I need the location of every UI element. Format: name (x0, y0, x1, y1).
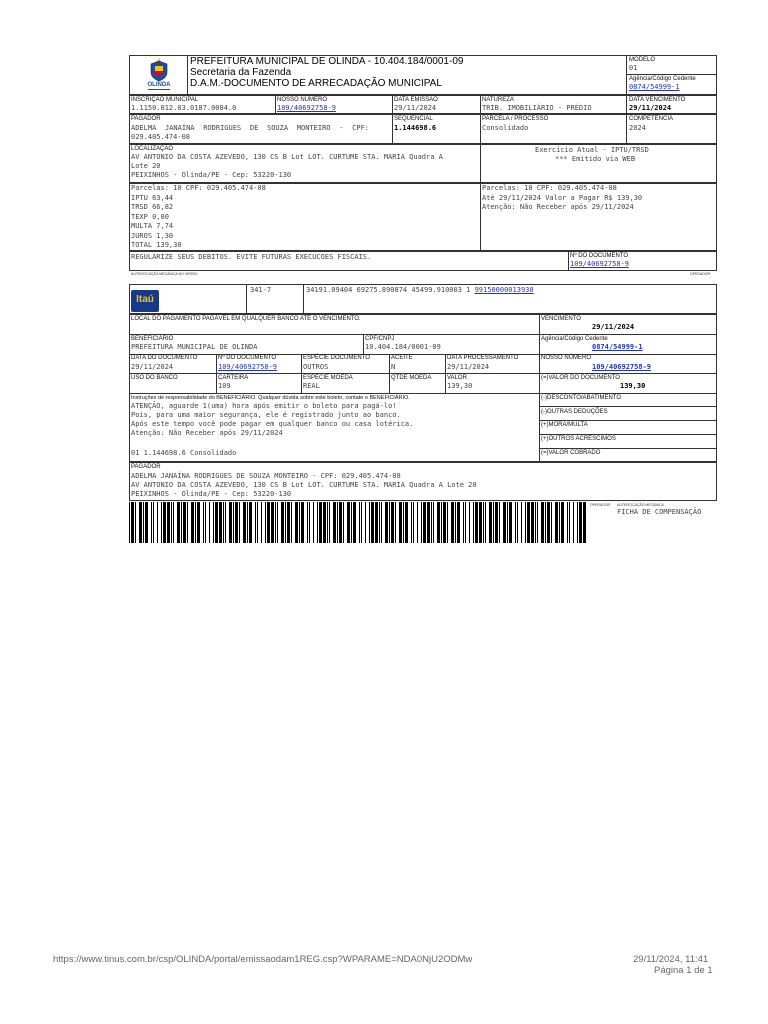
barcode-bar (527, 502, 530, 543)
local-pagamento-label: LOCAL DO PAGAMENTO PAGÁVEL EM QUALQUER BANCO ATÉ O VENCIMENTO. (131, 316, 361, 322)
barcode-bar (271, 502, 274, 543)
barcode-bar (559, 502, 560, 543)
especie-moeda-label: ESPÉCIE MOEDA (303, 375, 353, 381)
valor-label: VALOR (447, 375, 467, 381)
operador-label: OPERADOR (690, 272, 711, 276)
agencia-link[interactable]: 0874/54999-1 (629, 83, 680, 91)
barcode-bar (135, 502, 136, 543)
desconto-label: (-)DESCONTO/ABATIMENTO (541, 395, 622, 401)
beneficiario-value: PREFEITURA MUNICIPAL DE OLINDA (131, 343, 258, 351)
barcode-bar (243, 502, 246, 543)
divider (480, 144, 481, 183)
aceite-label: ACEITE (391, 355, 413, 361)
divider (480, 114, 481, 144)
barcode-bar (343, 502, 344, 543)
barcode-bar (541, 502, 544, 543)
itau-logo-text: Itaú (136, 294, 154, 305)
footer-page: Página 1 de 1 (654, 965, 713, 976)
barcode-bar (473, 502, 474, 543)
boleto-pagador-label: PAGADOR (131, 464, 161, 470)
barcode-bar (423, 502, 426, 543)
barcode-bar (547, 502, 550, 543)
barcode-bar (375, 502, 378, 543)
instrucao-line-3: Após este tempo você pode pagar em qualquer banco ou casa lotérica. (131, 420, 414, 428)
especie-moeda-value: REAL (303, 382, 320, 390)
valor-documento-label: (=)VALOR DO DOCUMENTO (541, 375, 620, 381)
barcode-bar (161, 502, 162, 543)
deducoes-label: (-)OUTRAS DEDUÇÕES (541, 409, 608, 415)
barcode-bar (433, 502, 434, 543)
barcode-bar (287, 502, 290, 543)
instrucao-line-4: Atenção: Não Receber após 29/11/2024 (131, 429, 283, 437)
barcode-bar (567, 502, 568, 543)
divider (539, 434, 717, 435)
boleto-pagador-line2: AV ANTONIO DA COSTA AZEVEDO, 130 CS B Lot LOT. CURTUME STA. MARIA Quadra A Lote 20 (131, 481, 477, 489)
barcode-bar (327, 502, 328, 543)
barcode-bar (353, 502, 356, 543)
barcode-bar (197, 502, 200, 543)
barcode-bar (213, 502, 214, 543)
barcode-bar (427, 502, 430, 543)
localizacao-line1: AV ANTONIO DA COSTA AZEVEDO, 130 CS B Lot LOT. CURTUME STA. MARIA Quadra A (131, 153, 443, 161)
barcode-bar (509, 502, 512, 543)
boleto-operador-label: OPERADOR (590, 503, 611, 507)
barcode-bar (151, 502, 152, 543)
mora-label: (+)MORA/MULTA (541, 422, 588, 428)
barcode-bar (483, 502, 484, 543)
divider (129, 373, 717, 374)
agencia-cedente-link[interactable]: 0874/54999-1 (592, 343, 643, 351)
barcode-bar (295, 502, 298, 543)
barcode-bar (359, 502, 360, 543)
linha-digitavel (306, 286, 534, 295)
barcode-bar (257, 502, 258, 543)
divider (301, 354, 302, 393)
boleto-auth-label: AUTENTICAÇÃO MECÂNICA (617, 503, 664, 507)
divider (275, 95, 276, 114)
barcode-bar (381, 502, 382, 543)
detail-parcelas: Parcelas: 10 CPF: 029.405.474-08 (131, 184, 266, 192)
uso-banco-label: USO DO BANCO (131, 375, 178, 381)
barcode-bar (223, 502, 224, 543)
barcode-bar (307, 502, 308, 543)
barcode-bar (177, 502, 180, 543)
divider (480, 95, 481, 114)
nosso-numero-link[interactable]: 109/40692758-9 (277, 104, 337, 112)
barcode-bar (531, 502, 534, 543)
barcode-bar (339, 502, 342, 543)
barcode-bar (537, 502, 538, 543)
data-documento-label: DATA DO DOCUMENTO (131, 355, 198, 361)
barcode-bar (317, 502, 318, 543)
instrucoes-label: Instruções de responsabilidade do BENEFICIÁRIO. Qualquer dúvida sobre este boleto, contate o BENEFICIÁRIO. (131, 395, 410, 401)
barcode-bar (443, 502, 446, 543)
divider (480, 183, 481, 251)
barcode-bar (163, 502, 166, 543)
data-emissao-value: 29/11/2024 (394, 104, 437, 112)
auth-verso-label: AUTENTICAÇÃO MECÂNICA NO VERSO (131, 272, 198, 276)
barcode-bar (319, 502, 322, 543)
natureza-label: NATUREZA (482, 97, 514, 103)
barcode (129, 502, 589, 543)
barcode-bar (451, 502, 454, 543)
divider (392, 95, 393, 114)
divider (539, 448, 717, 449)
barcode-bar (441, 502, 442, 543)
detail-right-atencao: Atenção: Não Receber após 29/11/2024 (482, 203, 634, 211)
logo-subtext (148, 89, 170, 90)
barcode-bar (431, 502, 432, 543)
barcode-bar (405, 502, 408, 543)
barcode-bar (131, 502, 134, 543)
barcode-bar (333, 502, 336, 543)
barcode-bar (495, 502, 498, 543)
barcode-bar (479, 502, 482, 543)
logo-text: OLINDA (147, 82, 171, 88)
beneficiario-label: BENEFICIÁRIO (131, 336, 174, 342)
localizacao-line2: Lote 20 (131, 162, 161, 170)
inscricao-label: INSCRIÇÃO MUNICIPAL (131, 97, 199, 103)
instrucao-footer: 01 1.144698.6 Consolidado (131, 449, 237, 457)
barcode-bar (521, 502, 522, 543)
parcela-value: Consolidado (482, 124, 529, 132)
barcode-bar (299, 502, 300, 543)
sequencial-label: SEQUENCIAL (394, 116, 433, 122)
barcode-bar (457, 502, 460, 543)
barcode-bar (205, 502, 206, 543)
valor-documento-value: 139,30 (620, 382, 646, 390)
barcode-bar (195, 502, 196, 543)
divider (392, 114, 393, 144)
header-doc-title: D.A.M.-DOCUMENTO DE ARRECADAÇÃO MUNICIPAL (190, 78, 442, 89)
barcode-bar (579, 502, 582, 543)
barcode-bar (167, 502, 170, 543)
barcode-bar (157, 502, 158, 543)
barcode-bar (545, 502, 546, 543)
divider (626, 114, 627, 144)
localizacao-label: LOCALIZAÇÃO (131, 146, 174, 152)
aceite-value: N (391, 363, 396, 371)
pagador-name: ADELMA JANAÍNA RODRIGUES DE SOUZA MONTEIRO - CPF: (131, 124, 370, 132)
barcode-bar (379, 502, 380, 543)
barcode-bar (265, 502, 266, 543)
barcode-bar (503, 502, 506, 543)
barcode-bar (499, 502, 500, 543)
agencia-label: Agência/Código Cedente (629, 76, 696, 82)
modelo-label: MODELO (629, 57, 656, 63)
qtde-moeda-label: QTDE MOEDA (391, 375, 432, 381)
barcode-bar (347, 502, 350, 543)
divider (216, 354, 217, 393)
barcode-bar (215, 502, 218, 543)
exercicio-text: Exercício Atual - IPTU/TRSD (535, 146, 649, 154)
boleto-pagador-line1: ADELMA JANAÍNA RODRIGUES DE SOUZA MONTEIRO - CPF: 029.405.474-08 (131, 472, 401, 480)
doc-number-label: Nº DO DOCUMENTO (570, 253, 629, 259)
barcode-bar (437, 502, 440, 543)
barcode-bar (187, 502, 188, 543)
pagador-label: PAGADOR (131, 116, 161, 122)
barcode-bar (275, 502, 276, 543)
detail-juros: JUROS 1,30 (131, 231, 174, 240)
barcode-bar (421, 502, 422, 543)
barcode-bar (203, 502, 204, 543)
barcode-bar (385, 502, 388, 543)
instrucao-line-1: ATENÇÃO, aguarde 1(uma) hora após emitir o boleto para pagá-lo! (131, 402, 397, 410)
barcode-bar (485, 502, 486, 543)
data-vencimento-label: DATA VENCIMENTO (629, 97, 686, 103)
divider (187, 55, 188, 95)
barcode-bar (391, 502, 394, 543)
barcode-bar (219, 502, 222, 543)
divider (129, 393, 717, 394)
divider (363, 334, 364, 354)
barcode-bar (225, 502, 226, 543)
sequencial-value: 1.144698.6 (394, 124, 437, 132)
divider (539, 406, 717, 407)
barcode-bar (229, 502, 232, 543)
barcode-bar (313, 502, 314, 543)
barcode-bar (493, 502, 494, 543)
divider (626, 55, 627, 95)
carteira-value: 109 (218, 382, 231, 390)
data-emissao-label: DATA EMISSÃO (394, 97, 438, 103)
emitido-text: *** Emitido via WEB (555, 155, 636, 163)
divider (626, 74, 717, 75)
barcode-bar (561, 502, 564, 543)
divider (389, 354, 390, 393)
data-vencimento-value: 29/11/2024 (629, 104, 672, 112)
barcode-bar (249, 502, 252, 543)
barcode-bar (475, 502, 478, 543)
barcode-bar (235, 502, 238, 543)
barcode-bar (417, 502, 418, 543)
olinda-logo (144, 58, 174, 92)
valor-value: 139,30 (447, 382, 473, 390)
footer-url: https://www.tinus.com.br/csp/OLINDA/portal/emissaodam1REG.csp?WPARAME=NDA0NjU2ODMw (53, 954, 473, 965)
cnpj-label: CPF/CNPJ (365, 336, 395, 342)
vencimento-value: 29/11/2024 (592, 323, 635, 331)
detail-iptu: IPTU 63,44 (131, 193, 174, 202)
itau-logo (131, 290, 159, 312)
barcode-bar (369, 502, 370, 543)
vencimento-label: VENCIMENTO (541, 316, 581, 322)
barcode-bar (403, 502, 404, 543)
barcode-bar (173, 502, 174, 543)
barcode-bar (361, 502, 362, 543)
natureza-value: TRIB. IMOBILIÁRIO - PRÉDIO (482, 104, 592, 112)
barcode-bar (277, 502, 278, 543)
linha-digitavel-text: 34191.09404 69275.890874 45499.910003 1 (306, 286, 471, 294)
barcode-bar (191, 502, 194, 543)
instrucao-line-2: Pois, para uma maior segurança, ele é registrado junto ao banco. (131, 411, 401, 419)
boleto-nosso-numero-link[interactable]: 109/40692758-9 (592, 363, 652, 371)
linha-digitavel-link[interactable]: 99150000013930 (474, 286, 534, 294)
barcode-bar (507, 502, 508, 543)
barcode-bar (577, 502, 578, 543)
barcode-bar (569, 502, 570, 543)
divider (129, 334, 717, 335)
barcode-bar (255, 502, 256, 543)
modelo-value: 01 (629, 64, 638, 72)
valor-cobrado-label: (=)VALOR COBRADO (541, 450, 601, 456)
barcode-bar (239, 502, 240, 543)
barcode-bar (389, 502, 390, 543)
localizacao-line3: PEIXINHOS - Olinda/PE - Cep: 53220-130 (131, 171, 292, 179)
detail-right-valor: Até 29/11/2024 Valor a Pagar R$ 139,30 (482, 193, 643, 202)
barcode-bar (285, 502, 286, 543)
barcode-bar (489, 502, 492, 543)
barcode-bar (129, 502, 130, 543)
parcela-label: PARCELA / PROCESSO (482, 116, 549, 122)
data-processamento-value: 29/11/2024 (447, 363, 490, 371)
numero-documento-link[interactable]: 109/40692758-9 (218, 363, 278, 371)
divider (539, 314, 540, 462)
barcode-bar (181, 502, 182, 543)
pagador-cpf: 029.405.474-08 (131, 133, 191, 141)
barcode-bar (365, 502, 366, 543)
cnpj-value: 10.404.184/0001-09 (365, 343, 441, 351)
barcode-bar (261, 502, 262, 543)
barcode-bar (515, 502, 516, 543)
competencia-label: COMPETÊNCIA (629, 116, 674, 122)
detail-multa: MULTA 7,74 (131, 222, 174, 230)
barcode-bar (469, 502, 470, 543)
barcode-bar (139, 502, 142, 543)
bank-code: 341-7 (250, 286, 272, 294)
boleto-pagador-line3: PEIXINHOS - Olinda/PE - Cep: 53220-130 (131, 490, 292, 498)
detail-trsd: TRSD 66,82 (131, 203, 174, 211)
barcode-bar (323, 502, 326, 543)
barcode-bar (183, 502, 186, 543)
barcode-bar (447, 502, 448, 543)
header-title: PREFEITURA MUNICIPAL DE OLINDA - 10.404.184/0001-09 (190, 56, 464, 67)
agencia-cedente-label: Agência/Código Cedente (541, 336, 608, 342)
detail-total: TOTAL 139,30 (131, 241, 182, 249)
barcode-bar (583, 502, 586, 543)
barcode-bar (233, 502, 234, 543)
barcode-bar (411, 502, 412, 543)
boleto-nosso-numero-label: NOSSO NÚMERO (541, 355, 592, 361)
detail-right-parcelas: Parcelas: 10 CPF: 029.405.474-08 (482, 184, 617, 192)
barcode-bar (399, 502, 402, 543)
carteira-label: CARTEIRA (218, 375, 249, 381)
barcode-bar (267, 502, 270, 543)
competencia-value: 2024 (629, 124, 646, 132)
data-documento-value: 29/11/2024 (131, 363, 174, 371)
barcode-bar (351, 502, 352, 543)
divider (626, 95, 627, 114)
barcode-bar (551, 502, 552, 543)
barcode-bar (555, 502, 558, 543)
numero-documento-label: Nº DO DOCUMENTO (218, 355, 277, 361)
ficha-compensacao: FICHA DE COMPENSAÇÃO (617, 508, 702, 516)
barcode-bar (145, 502, 148, 543)
notice-text: REGULARIZE SEUS DEBITOS. EVITE FUTURAS EXECUCOES FISCAIS. (131, 253, 372, 261)
divider (539, 420, 717, 421)
divider (246, 284, 247, 314)
barcode-bar (463, 502, 464, 543)
barcode-bar (247, 502, 248, 543)
barcode-bar (465, 502, 466, 543)
nosso-numero-label: NOSSO NÚMERO (277, 97, 328, 103)
barcode-bar (153, 502, 154, 543)
barcode-bar (143, 502, 144, 543)
doc-number-link[interactable]: 109/40692758-9 (570, 260, 630, 268)
barcode-bar (337, 502, 338, 543)
barcode-bar (301, 502, 304, 543)
barcode-bar (395, 502, 396, 543)
barcode-bar (329, 502, 330, 543)
especie-documento-value: OUTROS (303, 363, 329, 371)
footer-datetime: 29/11/2024, 11:41 (633, 954, 709, 965)
barcode-bar (573, 502, 574, 543)
divider (303, 284, 304, 314)
barcode-bar (413, 502, 414, 543)
detail-texp: TEXP 0,00 (131, 212, 169, 221)
barcode-bar (209, 502, 210, 543)
acrescimos-label: (+)OUTROS ACRÉSCIMOS (541, 436, 616, 442)
data-processamento-label: DATA PROCESSAMENTO (447, 355, 519, 361)
especie-documento-label: ESPÉCIE DOCUMENTO (303, 355, 370, 361)
barcode-bar (309, 502, 310, 543)
barcode-bar (291, 502, 292, 543)
divider (568, 251, 569, 271)
barcode-bar (535, 502, 536, 543)
divider (445, 354, 446, 393)
inscricao-value: 1.1150.012.03.0187.0004.0 (131, 104, 237, 112)
barcode-bar (517, 502, 518, 543)
barcode-bar (525, 502, 526, 543)
barcode-bar (281, 502, 284, 543)
barcode-bar (171, 502, 172, 543)
barcode-bar (455, 502, 456, 543)
barcode-bar (371, 502, 374, 543)
header-subtitle: Secretaria da Fazenda (190, 67, 292, 78)
